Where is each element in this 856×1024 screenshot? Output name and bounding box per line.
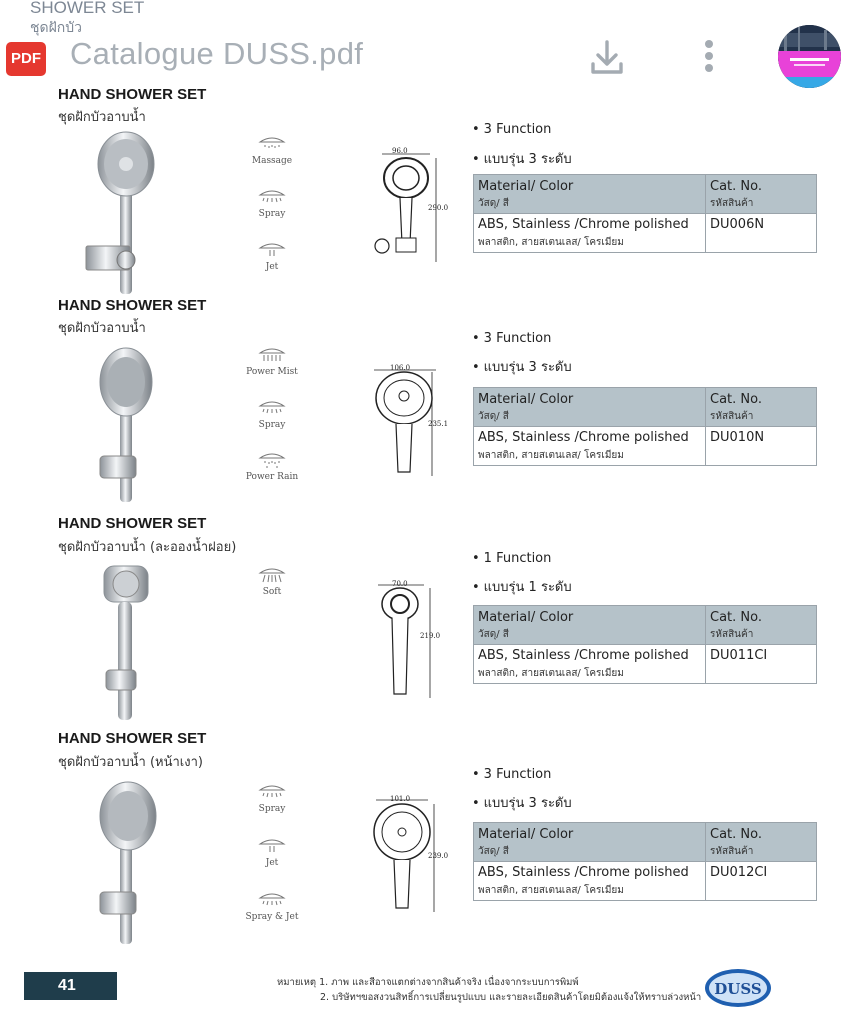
cat-no-value: DU011CI <box>710 648 768 663</box>
logo-text: DUSS <box>714 980 762 998</box>
shower-spray-icon <box>257 782 287 802</box>
material-header: Material/ Color <box>478 392 574 407</box>
material-value-thai: พลาสติก, สายสเตนเลส/ โครเมียม <box>478 668 624 679</box>
spec-bullet: • 3 Function <box>472 331 551 346</box>
function-power-mist <box>242 345 302 377</box>
download-button[interactable] <box>586 38 628 78</box>
dimension-width: 106.0 <box>390 364 411 372</box>
spec-table-header <box>474 606 816 644</box>
spec-table <box>473 822 817 901</box>
shower-jet-icon <box>257 836 287 856</box>
function-jet <box>242 240 302 272</box>
cat-no-header-thai: รหัสสินค้า <box>710 629 754 640</box>
spec-table <box>473 174 817 253</box>
material-value: ABS, Stainless /Chrome polished <box>478 865 689 880</box>
function-label: Massage <box>251 156 293 166</box>
dimension-width: 96.0 <box>392 147 408 155</box>
more-options-button[interactable] <box>694 38 724 78</box>
function-label: Spray <box>258 420 286 430</box>
spec-bullet: • 3 Function <box>472 767 551 782</box>
shower-photo <box>98 562 154 720</box>
product-title: HAND SHOWER SET <box>58 297 207 314</box>
cat-no-header: Cat. No. <box>710 392 762 407</box>
cat-no-header-thai: รหัสสินค้า <box>710 411 754 422</box>
cat-no-value: DU012CI <box>710 865 768 880</box>
cat-no-value: DU010N <box>710 430 765 445</box>
spec-table-header <box>474 823 816 861</box>
cat-no-header-thai: รหัสสินค้า <box>710 198 754 209</box>
cat-no-value: DU006N <box>710 217 765 232</box>
material-header: Material/ Color <box>478 827 574 842</box>
spec-table-row <box>474 426 816 465</box>
product-subtitle: ชุดฝักบัวอาบน้ำ (ละอองน้ำฝอย) <box>58 540 237 555</box>
spec-table-row <box>474 861 816 900</box>
spec-bullet: • แบบรุ่น 3 ระดับ <box>472 356 572 377</box>
more-vertical-icon <box>694 38 724 78</box>
spec-table <box>473 605 817 684</box>
material-value-thai: พลาสติก, สายสเตนเลส/ โครเมียม <box>478 885 624 896</box>
function-label: Power Mist <box>246 367 298 377</box>
spec-bullet: • 3 Function <box>472 122 551 137</box>
function-power-rain <box>242 450 302 482</box>
material-value: ABS, Stainless /Chrome polished <box>478 430 689 445</box>
product-title: HAND SHOWER SET <box>58 730 207 747</box>
shower-soft-icon <box>257 565 287 585</box>
material-header: Material/ Color <box>478 610 574 625</box>
material-header-thai: วัสดุ/ สี <box>478 846 509 857</box>
viewer-toolbar <box>0 0 856 92</box>
function-label: Jet <box>265 858 279 868</box>
material-value: ABS, Stainless /Chrome polished <box>478 217 689 232</box>
spec-bullet: • แบบรุ่น 3 ระดับ <box>472 148 572 169</box>
download-icon <box>586 38 628 78</box>
material-header-thai: วัสดุ/ สี <box>478 198 509 209</box>
material-header: Material/ Color <box>478 179 574 194</box>
file-title: Catalogue DUSS.pdf <box>70 36 364 71</box>
product-subtitle: ชุดฝักบัวอาบน้ำ <box>58 321 146 336</box>
spec-table-row <box>474 213 816 252</box>
function-label: Soft <box>262 587 282 597</box>
page-heading-thai: ชุดฝักบัว <box>30 20 83 36</box>
spec-bullet: • แบบรุ่น 1 ระดับ <box>472 576 572 597</box>
shower-spray-icon <box>257 134 287 154</box>
cat-no-header: Cat. No. <box>710 610 762 625</box>
spec-bullet: • แบบรุ่น 3 ระดับ <box>472 792 572 813</box>
cat-no-header: Cat. No. <box>710 827 762 842</box>
dimension-drawing <box>372 580 444 702</box>
spec-table-header <box>474 175 816 213</box>
shower-jet-icon <box>257 240 287 260</box>
function-spray <box>242 782 302 814</box>
shower-spray-icon <box>257 187 287 207</box>
function-label: Power Rain <box>245 472 299 482</box>
function-label: Spray & Jet <box>245 912 299 922</box>
product-subtitle: ชุดฝักบัวอาบน้ำ <box>58 110 146 125</box>
product-subtitle: ชุดฝักบัวอาบน้ำ (หน้าเงา) <box>58 755 203 770</box>
duss-logo <box>704 968 772 1008</box>
shower-photo <box>96 346 156 502</box>
dimension-width: 70.0 <box>392 580 408 588</box>
dimension-height: 219.0 <box>420 632 441 640</box>
function-label: Jet <box>265 262 279 272</box>
function-jet <box>242 836 302 868</box>
material-value: ABS, Stainless /Chrome polished <box>478 648 689 663</box>
dimension-height: 235.1 <box>428 420 449 428</box>
product-title: HAND SHOWER SET <box>58 515 207 532</box>
material-value-thai: พลาสติก, สายสเตนเลส/ โครเมียม <box>478 237 624 248</box>
page-heading: SHOWER SET <box>30 0 145 17</box>
function-spray <box>242 187 302 219</box>
spec-table-header <box>474 388 816 426</box>
function-soft <box>242 565 302 597</box>
dimension-height: 290.0 <box>428 204 449 212</box>
function-label: Spray <box>258 804 286 814</box>
material-value-thai: พลาสติก, สายสเตนเลส/ โครเมียม <box>478 450 624 461</box>
function-spray-and-jet <box>242 890 302 922</box>
shower-photo <box>98 780 162 944</box>
shower-photo <box>80 128 166 294</box>
function-massage <box>242 134 302 166</box>
product-title: HAND SHOWER SET <box>58 86 207 103</box>
function-spray <box>242 398 302 430</box>
cat-no-header-thai: รหัสสินค้า <box>710 846 754 857</box>
dimension-width: 101.0 <box>390 795 411 803</box>
page-number: 41 <box>24 972 117 1000</box>
function-label: Spray <box>258 209 286 219</box>
spec-table-row <box>474 644 816 683</box>
pdf-file-icon: PDF <box>6 42 46 76</box>
footnote-1: หมายเหตุ 1. ภาพ และสีอาจแตกต่างจากสินค้าจริง เนื่องจากระบบการพิมพ์ <box>277 977 579 988</box>
spec-bullet: • 1 Function <box>472 551 551 566</box>
avatar[interactable] <box>778 25 841 88</box>
material-header-thai: วัสดุ/ สี <box>478 411 509 422</box>
shower-spray-jet-icon <box>257 890 287 910</box>
material-header-thai: วัสดุ/ สี <box>478 629 509 640</box>
dimension-height: 239.0 <box>428 852 449 860</box>
shower-mist-icon <box>257 345 287 365</box>
shower-rain-icon <box>257 450 287 470</box>
footnote-2: 2. บริษัทฯขอสงวนสิทธิ์การเปลี่ยนรูปแบบ และรายละเอียดสินค้าโดยมิต้องแจ้งให้ทราบล่วงหน้า <box>320 992 702 1003</box>
shower-spray-icon <box>257 398 287 418</box>
cat-no-header: Cat. No. <box>710 179 762 194</box>
spec-table <box>473 387 817 466</box>
